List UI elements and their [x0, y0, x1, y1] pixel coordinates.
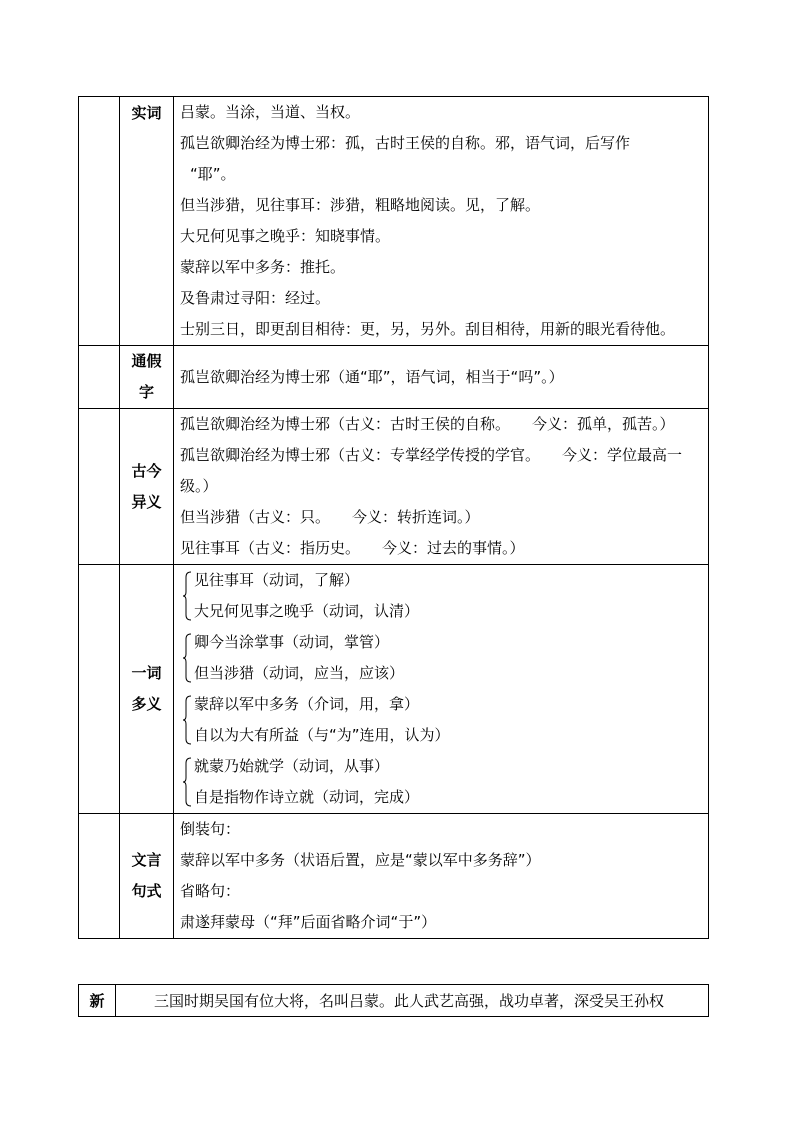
- content-line: 大兄何见事之晚乎（动词，认清）: [194, 602, 420, 620]
- yiciduoyi-content: [174, 565, 709, 814]
- content-line: 但当涉猎（古义：只。 今义：转折连词。）: [180, 508, 480, 526]
- content-line: 自是指物作诗立就（动词，完成）: [194, 788, 420, 806]
- content-line: 自以为大有所益（与“为”连用，认为）: [194, 726, 450, 744]
- content-line: 肃遂拜蒙母（“拜”后面省略介词“于”）: [180, 913, 437, 931]
- row-new: [79, 985, 709, 1017]
- blank-cell: [79, 814, 120, 939]
- content-line: 及鲁肃过寻阳：经过。: [180, 289, 331, 307]
- blank-cell: [79, 409, 120, 565]
- label-text: 文言: [131, 851, 162, 869]
- content-line: 见往事耳（古义：指历史。 今义：过去的事情。）: [180, 539, 525, 557]
- content-line: 士别三日，即更刮目相待：更，另，另外。刮目相待，用新的眼光看待他。: [180, 320, 676, 338]
- content-line: 孤岂欲卿治经为博士邪（古义：古时王侯的自称。 今义：孤单，孤苦。）: [180, 415, 675, 433]
- row-shici: [79, 97, 709, 346]
- content-line: 孤岂欲卿治经为博士邪（古义：专掌经学传授的学官。 今义：学位最高一: [180, 446, 683, 464]
- wenyan-content: [174, 814, 709, 939]
- label-text: 字: [138, 383, 154, 401]
- blank-cell: [79, 565, 120, 814]
- content-line: 级。）: [180, 477, 218, 495]
- row-label-wenyan: [120, 814, 174, 939]
- brace-icon: [182, 757, 192, 807]
- label-text: 多义: [131, 695, 162, 713]
- row-yiciduoyi: [79, 565, 709, 814]
- content-line: 见往事耳（动词，了解）: [194, 571, 360, 589]
- brace-icon: [182, 633, 192, 683]
- row-label-tongjiazi: [120, 346, 174, 409]
- row-label-gujin: [120, 409, 174, 565]
- new-label: 新: [79, 985, 116, 1017]
- content-line: 卿今当涂掌事（动词，掌管）: [194, 633, 390, 651]
- label-text: 实词: [131, 104, 162, 122]
- content-line: 但当涉猎，见往事耳：涉猎，粗略地阅读。见，了解。: [180, 196, 541, 214]
- label-text: 通假: [131, 352, 162, 370]
- label-text: 异义: [131, 492, 162, 511]
- blank-cell: [79, 97, 120, 346]
- content-line: 但当涉猎（动词，应当，应该）: [194, 664, 405, 682]
- brace-icon: [182, 571, 192, 621]
- brace-icon: [182, 695, 192, 745]
- meaning-pair: [180, 627, 708, 689]
- label-text: 古今: [131, 461, 162, 480]
- content-line: 大兄何见事之晚乎：知晓事情。: [180, 227, 391, 245]
- shici-content: [174, 97, 709, 346]
- content-line: 孤岂欲卿治经为博士邪（通“耶”，语气词，相当于“吗”。）: [180, 367, 564, 386]
- label-text: 一词: [131, 664, 162, 682]
- gujin-content: [174, 409, 709, 565]
- row-gujin: [79, 409, 709, 565]
- blank-cell: [79, 346, 120, 409]
- label-text: 句式: [131, 882, 162, 900]
- content-line: “耶”。: [190, 165, 236, 183]
- meaning-pair: [180, 565, 708, 627]
- new-text: 三国时期吴国有位大将，名叫吕蒙。此人武艺高强，战功卓著，深受吴王孙权: [116, 985, 709, 1017]
- content-line: 蒙辞以军中多务（介词，用，拿）: [194, 695, 420, 713]
- row-label-yiciduoyi: [120, 565, 174, 814]
- content-line: 孤岂欲卿治经为博士邪：孤，古时王侯的自称。邪，语气词，后写作: [180, 134, 631, 152]
- meaning-pair: [180, 751, 708, 813]
- row-tongjiazi: [79, 346, 709, 409]
- meaning-pair: [180, 689, 708, 751]
- new-section-table: [78, 984, 709, 1017]
- content-line: 倒装句：: [180, 820, 241, 838]
- tongjiazi-content: [174, 346, 709, 409]
- content-line: 蒙辞以军中多务：推托。: [180, 258, 346, 276]
- content-line: 省略句：: [180, 882, 241, 900]
- row-label-shici: [120, 97, 174, 346]
- content-line: 吕蒙。当涂，当道、当权。: [180, 103, 361, 121]
- notes-table: [78, 96, 709, 939]
- content-line: 蒙辞以军中多务（状语后置，应是“蒙以军中多务辞”）: [180, 851, 541, 869]
- row-wenyan: [79, 814, 709, 939]
- content-line: 就蒙乃始就学（动词，从事）: [194, 757, 390, 775]
